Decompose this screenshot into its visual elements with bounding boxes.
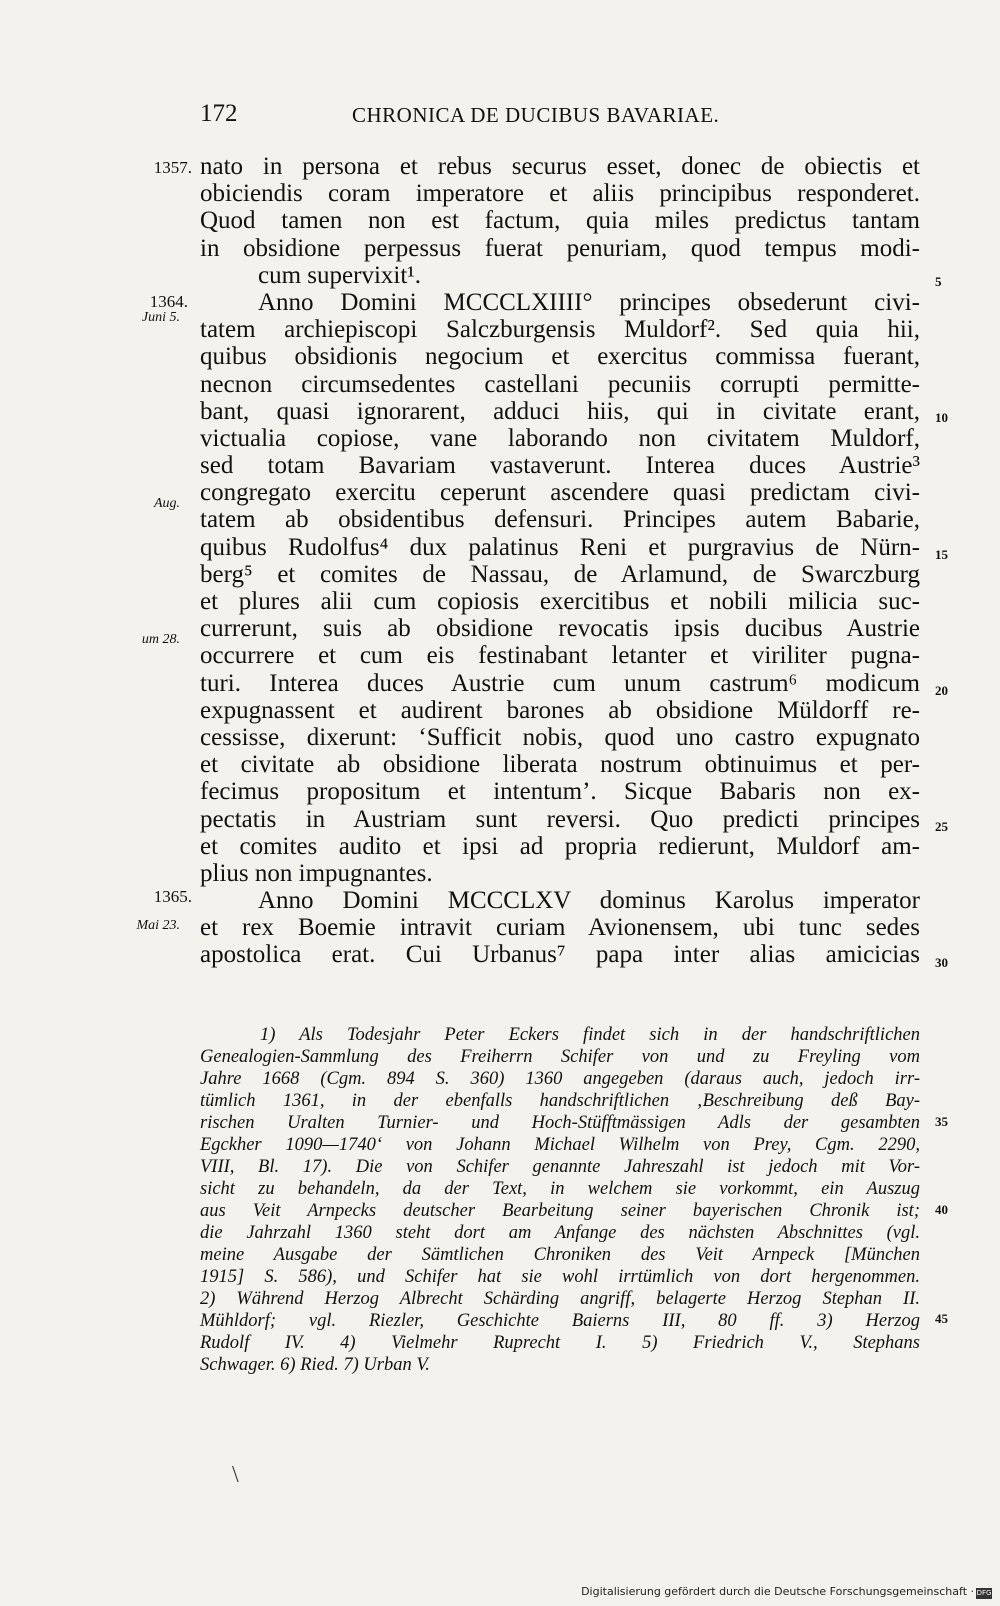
- footnote-line: Rudolf IV. 4) Vielmehr Ruprecht I. 5) Friedrich V., Stephans: [200, 1333, 920, 1353]
- text-line: turi. Interea duces Austrie cum unum castrum⁶ modicum: [200, 669, 920, 697]
- footnote-line: tümlich 1361, in der ebenfalls handschriftlichen ‚Beschreibung deß Bay-: [200, 1091, 920, 1111]
- stray-mark: \: [232, 1462, 239, 1488]
- footnote-line: sicht zu behandeln, da der Text, in welchem sie vorkommt, ein Auszug: [200, 1179, 920, 1199]
- text-line: Anno Domini MCCCLXIIII° principes obsederunt civi-: [258, 288, 920, 316]
- footnote-line: 2) Während Herzog Albrecht Schärding angriff, belagerte Herzog Stephan II.: [200, 1289, 920, 1309]
- text-line: et plures alii cum copiosis exercitibus et nobili milicia suc-: [200, 588, 920, 615]
- digitization-credit: Digitalisierung gefördert durch die Deutsche Forschungsgemeinschaft ·: [581, 1585, 974, 1598]
- line-number: 25: [935, 819, 948, 834]
- footnote-line: aus Veit Arnpecks deutscher Bearbeitung seiner bayerischen Chronik ist;: [200, 1201, 920, 1221]
- text-line: et civitate ab obsidione liberata nostrum obtinuimus et per-: [200, 751, 920, 779]
- line-number: 15: [935, 547, 948, 562]
- main-text: [200, 153, 920, 969]
- footnote-line: Jahre 1668 (Cgm. 894 S. 360) 1360 angegeben (daraus auch, jedoch irr-: [200, 1069, 920, 1089]
- line-number: 45: [935, 1311, 948, 1326]
- text-line: tatem ab obsidentibus defensuri. Principes autem Babarie,: [200, 506, 920, 534]
- line-number: 35: [935, 1114, 948, 1129]
- text-line: cum supervixit¹.: [258, 261, 422, 289]
- text-line: Quod tamen non est factum, quia miles predictus tantam: [200, 207, 920, 235]
- dfg-logo: DFG: [976, 1589, 992, 1597]
- text-line: et rex Boemie intravit curiam Avionensem, ubi tunc sedes: [200, 914, 920, 942]
- margin-date: Mai 23.: [136, 918, 180, 933]
- margin-date: Juni 5.: [141, 310, 180, 325]
- text-line: Anno Domini MCCCLXV dominus Karolus imperator: [258, 887, 920, 915]
- footnote-line: Genealogien-Sammlung des Freiherrn Schifer von und zu Freyling vom: [200, 1047, 920, 1067]
- line-number: 40: [935, 1202, 948, 1217]
- footnote-line: Egckher 1090—1740‘ von Johann Michael Wilhelm von Prey, Cgm. 2290,: [200, 1135, 920, 1155]
- text-line: apostolica erat. Cui Urbanus⁷ papa inter alias amicicias: [200, 941, 920, 969]
- footnote-line: die Jahrzahl 1360 steht dort am Anfange des nächsten Abschnittes (vgl.: [200, 1223, 920, 1243]
- footnote-line: VIII, Bl. 17). Die von Schifer genannte Jahreszahl ist jedoch mit Vor-: [200, 1157, 920, 1177]
- margin-date: Aug.: [153, 496, 180, 511]
- running-title: CHRONICA DE DUCIBUS BAVARIAE.: [352, 103, 720, 127]
- footnote-line: Schwager. 6) Ried. 7) Urban V.: [200, 1355, 430, 1375]
- text-line: necnon circumsedentes castellani pecuniis corrupti permitte-: [200, 370, 920, 398]
- text-line: tatem archiepiscopi Salczburgensis Muldorf². Sed quia hii,: [200, 316, 920, 344]
- line-number: 10: [935, 410, 948, 425]
- text-line: congregato exercitu ceperunt ascendere quasi predictam civi-: [200, 479, 920, 507]
- page-header: [0, 100, 1000, 140]
- text-line: obiciendis coram imperatore et aliis principibus responderet.: [200, 180, 920, 208]
- text-line: in obsidione perpessus fuerat penuriam, quod tempus modi-: [200, 234, 920, 262]
- text-line: cessisse, dixerunt: ‘Sufficit nobis, quod uno castro expugnato: [200, 723, 920, 751]
- text-line: occurrere et cum eis festinabant letanter et viriliter pugna-: [200, 642, 920, 670]
- footnote-line: Mühldorf; vgl. Riezler, Geschichte Baierns III, 80 ff. 3) Herzog: [200, 1311, 920, 1331]
- footnote-line: meine Ausgabe der Sämtlichen Chroniken des Veit Arnpeck [München: [200, 1245, 920, 1265]
- text-line: expugnassent et audirent barones ab obsidione Müldorff re-: [200, 696, 920, 724]
- line-number: 20: [935, 683, 948, 698]
- text-line: nato in persona et rebus securus esset, donec de obiectis et: [200, 153, 920, 180]
- text-line: plius non impugnantes.: [200, 859, 433, 887]
- margin-date: 1357.: [153, 158, 192, 177]
- footnotes: [200, 1024, 920, 1376]
- margin-date: 1364.: [149, 292, 188, 311]
- footnote-line: 1) Als Todesjahr Peter Eckers findet sich in der handschriftlichen: [260, 1025, 920, 1045]
- line-number: 30: [935, 955, 948, 970]
- text-line: fecimus propositum et intentum’. Sicque Babaris non ex-: [200, 778, 920, 806]
- text-line: victualia copiose, vane laborando non civitatem Muldorf,: [200, 424, 920, 452]
- text-line: bant, quasi ignorarent, adduci hiis, qui in civitate erant,: [200, 397, 920, 425]
- page-number: 172: [200, 100, 238, 127]
- text-line: berg⁵ et comites de Nassau, de Arlamund, de Swarczburg: [200, 560, 920, 588]
- text-line: quibus Rudolfus⁴ dux palatinus Reni et purgravius de Nürn-: [200, 533, 920, 561]
- text-line: sed totam Bavariam vastaverunt. Interea duces Austrie³: [200, 452, 920, 480]
- text-line: currerunt, suis ab obsidione revocatis ipsis ducibus Austrie: [200, 615, 920, 643]
- footnote-line: 1915] S. 586), und Schifer hat sie wohl irrtümlich von dort hergenommen.: [200, 1267, 920, 1287]
- text-line: pectatis in Austriam sunt reversi. Quo predicti principes: [200, 805, 920, 833]
- margin-date: 1365.: [153, 887, 192, 906]
- margin-date: um 28.: [141, 632, 180, 647]
- text-line: et comites audito et ipsi ad propria redierunt, Muldorf am-: [200, 832, 920, 860]
- footnote-line: rischen Uralten Turnier- und Hoch-Stüfftmässigen Adls der gesambten: [200, 1113, 920, 1133]
- line-number: 5: [935, 274, 942, 289]
- text-line: quibus obsidionis negocium et exercitus commissa fuerant,: [200, 343, 920, 371]
